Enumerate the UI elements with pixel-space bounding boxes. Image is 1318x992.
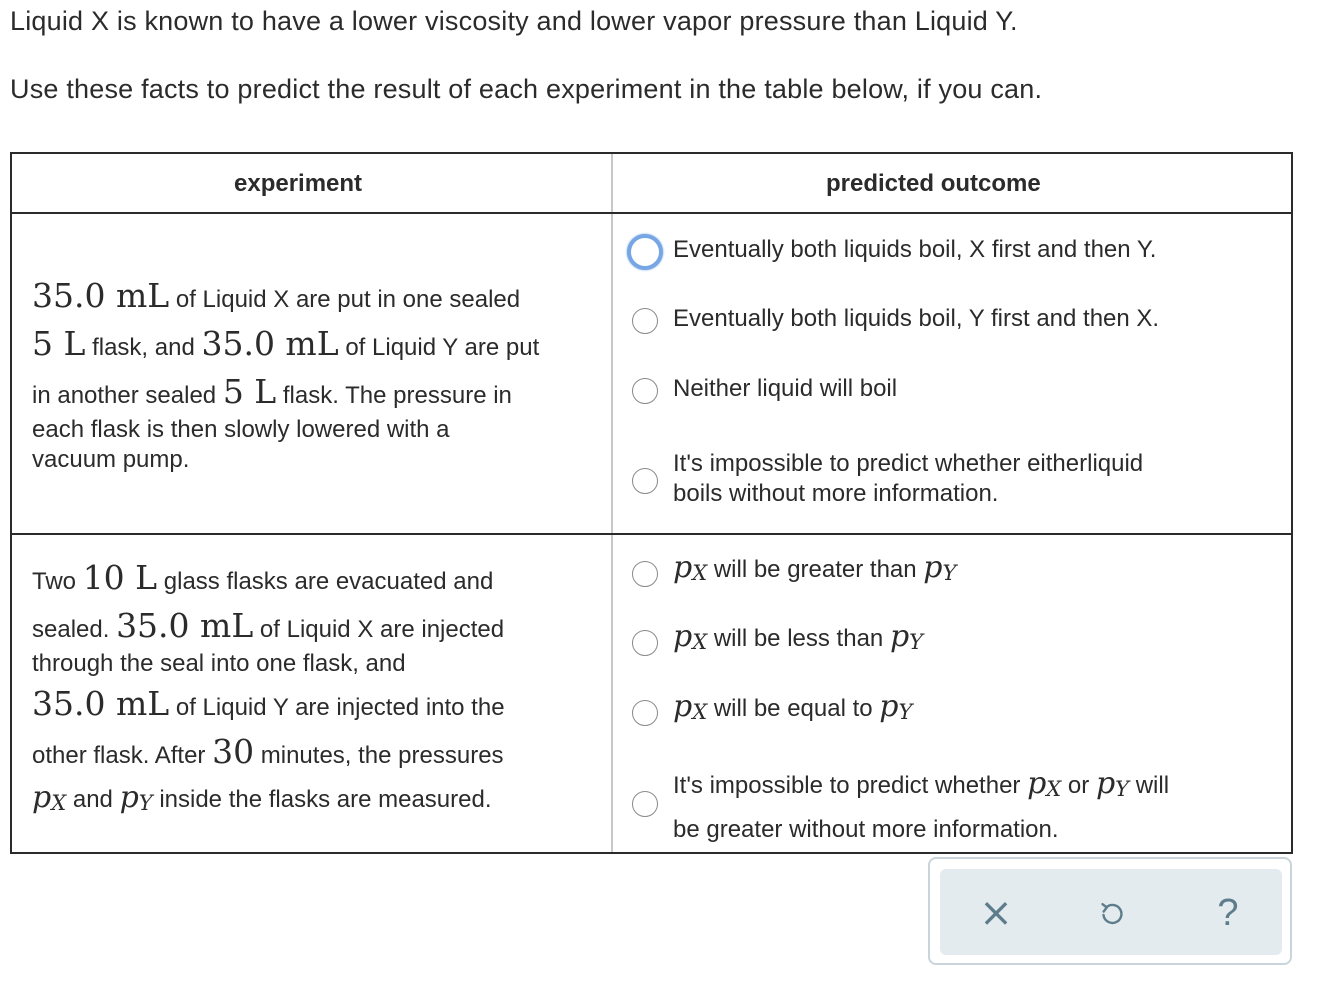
quantity: 30	[212, 732, 255, 771]
row2-exp-line5	[32, 732, 504, 771]
text: Two	[32, 568, 83, 595]
row1-option1-label[interactable]: Eventually both liquids boil, X first and then Y.	[673, 236, 1157, 263]
text: minutes, the pressures	[254, 742, 504, 769]
row2-exp-line3: through the seal into one flask, and	[32, 650, 406, 677]
undo-icon	[1098, 899, 1126, 927]
quantity: 10 L	[82, 558, 158, 597]
text: of Liquid X are put in one sealed	[169, 286, 521, 313]
row1-option1-radio[interactable]	[627, 234, 663, 270]
text: of Liquid X are injected	[253, 616, 505, 643]
row1-exp-line3	[32, 372, 512, 411]
row1-option3-label[interactable]: Neither liquid will boil	[673, 375, 898, 402]
row1-option2-radio[interactable]	[632, 308, 658, 334]
row2-option4-radio[interactable]	[632, 791, 658, 817]
question-icon: ?	[1217, 892, 1239, 934]
row-divider	[12, 533, 1291, 535]
text: other flask. After	[32, 742, 213, 769]
text: will be equal to	[707, 695, 880, 722]
row2-option2-radio[interactable]	[632, 630, 658, 656]
toolbar-panel	[940, 869, 1282, 955]
text: or	[1061, 772, 1096, 799]
undo-button[interactable]	[1090, 891, 1134, 935]
row1-exp-line1	[32, 276, 520, 315]
quantity: 35.0 mL	[116, 606, 254, 645]
p-y-symbol: $p_Y$	[119, 780, 153, 815]
row1-exp-line5: vacuum pump.	[32, 446, 190, 473]
row2-option2-label[interactable]	[673, 619, 923, 654]
text: flask, and	[85, 334, 202, 361]
text: It's impossible to predict whether	[673, 772, 1028, 799]
text: will be greater than	[707, 556, 924, 583]
row2-option4-label-line2[interactable]: be greater without more information.	[673, 816, 1059, 843]
row2-exp-line1	[32, 558, 493, 597]
p-y-symbol: $p_Y$	[1095, 766, 1130, 801]
quantity: 5 L	[222, 372, 277, 411]
text: glass flasks are evacuated and	[157, 568, 494, 595]
header-predicted-outcome: predicted outcome	[826, 170, 1041, 197]
row2-option3-radio[interactable]	[632, 700, 658, 726]
p-x-symbol: $p_X$	[673, 619, 708, 654]
row1-exp-line2	[32, 324, 539, 363]
clear-button[interactable]	[974, 891, 1018, 935]
row1-option3-radio[interactable]	[632, 378, 658, 404]
row1-option4-radio[interactable]	[632, 468, 658, 494]
header-divider	[12, 212, 1291, 214]
intro-line-2: Use these facts to predict the result of each experiment in the table below, if you can.	[10, 74, 1043, 104]
row1-exp-line4: each flask is then slowly lowered with a	[32, 416, 450, 443]
text: sealed.	[32, 616, 117, 643]
quantity: 35.0 mL	[201, 324, 339, 363]
p-x-symbol: $p_X$	[673, 689, 708, 724]
text: of Liquid Y are put	[338, 334, 540, 361]
row2-exp-line6	[32, 780, 492, 815]
p-y-symbol: $p_Y$	[889, 619, 924, 654]
row1-option2-label[interactable]: Eventually both liquids boil, Y first and then X.	[673, 305, 1160, 332]
close-icon: ×	[979, 890, 1013, 936]
p-y-symbol: $p_Y$	[923, 550, 957, 585]
p-x-symbol: $p_X$	[1027, 766, 1062, 801]
row1-option4-label-line1[interactable]: It's impossible to predict whether eitherliquid	[673, 450, 1144, 477]
column-divider	[611, 154, 613, 852]
p-x-symbol: $p_X$	[32, 780, 67, 815]
help-button[interactable]	[1206, 891, 1250, 935]
row2-exp-line2	[32, 606, 504, 645]
p-y-symbol: $p_Y$	[879, 689, 913, 724]
quantity: 35.0 mL	[32, 276, 170, 315]
quantity: 35.0 mL	[32, 684, 170, 723]
header-experiment: experiment	[234, 170, 363, 197]
text: will	[1129, 772, 1170, 799]
row2-option1-radio[interactable]	[632, 561, 658, 587]
intro-line-1: Liquid X is known to have a lower viscosity and lower vapor pressure than Liquid Y.	[10, 6, 1018, 36]
row2-option4-label-line1[interactable]	[673, 766, 1169, 801]
experiment-table	[10, 152, 1293, 854]
quantity: 5 L	[32, 324, 86, 363]
row1-option4-label-line2[interactable]: boils without more information.	[673, 480, 999, 507]
text: of Liquid Y are injected into the	[169, 694, 505, 721]
row2-option3-label[interactable]	[673, 689, 912, 724]
text: will be less than	[707, 625, 890, 652]
text: inside the flasks are measured.	[152, 786, 492, 813]
text: in another sealed	[32, 382, 223, 409]
text: flask. The pressure in	[276, 382, 512, 409]
text: and	[66, 786, 120, 813]
answer-toolbar	[928, 857, 1292, 965]
row2-exp-line4	[32, 684, 505, 723]
p-x-symbol: $p_X$	[673, 550, 708, 585]
row2-option1-label[interactable]	[673, 550, 956, 585]
